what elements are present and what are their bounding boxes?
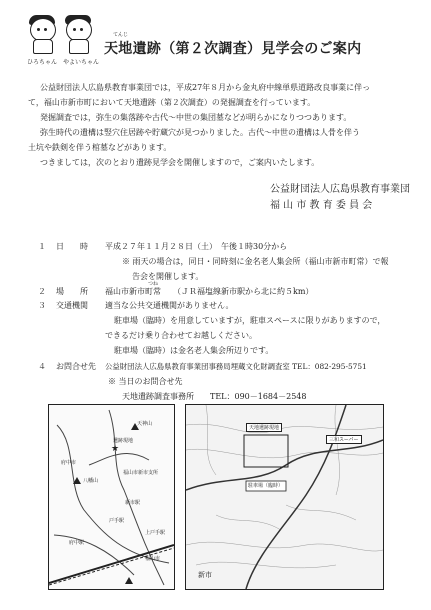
intro-line: て，福山市新市町において天地遺跡（第２次調査）の発掘調査を行っています。 <box>28 98 316 107</box>
item-number: ２ <box>38 287 46 296</box>
item-number: ３ <box>38 301 46 310</box>
detail-map-drawing <box>186 405 383 589</box>
issuer-foundation: 公益財団法人広島県教育事業団 <box>270 184 410 195</box>
intro-line: 弥生時代の遺構は竪穴住居跡や貯蔵穴が見つかりました。古代～中世の遺構は人骨を伴う <box>40 128 360 137</box>
detail-map <box>185 404 384 590</box>
map-label: 遺跡現地 <box>113 438 134 444</box>
map-label: 上戸手駅 <box>145 530 166 536</box>
title-ruby: てんじ <box>113 32 129 38</box>
parking-note: 駐車場（臨時）を用意していますが，駐車スペースに限りがありますので， <box>114 316 386 325</box>
map-label: 福山市 <box>145 556 161 562</box>
place-ruby: つね <box>148 281 159 287</box>
map-label: 八幡山 <box>83 478 99 484</box>
map-label: 三和スーパー <box>326 435 362 444</box>
map-label: 天神山 <box>137 421 153 427</box>
item-label-transport: 交通機関 <box>56 301 88 310</box>
item-value-contact: 公益財団法人広島県教育事業団事務局埋蔵文化財調査室 TEL：082-295-5751 <box>105 362 367 371</box>
item-value-transport: 適当な公共交通機関がありません。 <box>105 301 234 310</box>
map-label: 天地遺跡現地 <box>246 423 282 432</box>
mascot-hiro <box>27 18 57 54</box>
item-label-place: 場 所 <box>56 287 88 296</box>
item-value-datetime: 平成２７年１１月２８日（土） 午後１時30分から <box>105 242 288 251</box>
map-label: 駐車場（臨時） <box>248 483 284 489</box>
intro-line: つきましては，次のとおり遺跡見学会を開催しますので，ご案内いたします。 <box>40 158 320 167</box>
item-number: １ <box>38 242 46 251</box>
page-title: 天地遺跡（第２次調査）見学会のご案内 <box>104 41 362 57</box>
map-label: 新市 <box>198 571 212 579</box>
mascot-name-hiro: ひろちゃん <box>27 59 58 66</box>
map-label: 戸手駅 <box>109 518 125 524</box>
item-label-contact: お問合せ先 <box>56 362 96 371</box>
map-label: 福山市新市支所 <box>123 470 159 476</box>
rain-note: ※ 雨天の場合は，同日・同時刻に金名老人集会所（福山市新市町常）で報 <box>122 257 389 266</box>
intro-line: 公益財団法人広島県教育事業団では，平成27年８月から金丸府中線単県道路改良事業に伴っ <box>40 83 371 92</box>
item-value-place: 福山市新市町常 （ＪＲ福塩線新市駅から北に約５km） <box>105 287 314 296</box>
map-label: 府中市 <box>61 460 77 466</box>
mascot-name-yayoi: やよいちゃん <box>63 59 100 66</box>
intro-line: 土坑や鉄剣を伴う棺墓などがあります。 <box>28 143 172 152</box>
item-label-datetime: 日 時 <box>56 242 88 251</box>
map-label: 府中駅 <box>69 540 85 546</box>
mascot-yayoi <box>63 18 93 54</box>
item-number: ４ <box>38 362 46 371</box>
svg-text:★: ★ <box>111 444 120 454</box>
parking-note: 駐車場（臨時）は金名老人集会所辺りです。 <box>114 346 274 355</box>
site-office-contact: 天地遺跡調査事務所 TEL：090－1684－2548 <box>122 392 307 401</box>
rain-note: 告会を開催します。 <box>132 272 204 281</box>
issuer-board: 福 山 市 教 育 委 員 会 <box>270 200 373 211</box>
intro-line: 発掘調査では，弥生の集落跡や古代～中世の集団墓などが明らかになりつつあります。 <box>40 113 352 122</box>
day-contact-note: ※ 当日のお問合せ先 <box>108 377 183 386</box>
overview-map <box>48 404 175 590</box>
parking-note: できるだけ乗り合わせてお越しください。 <box>105 331 257 340</box>
map-label: 新市駅 <box>125 500 141 506</box>
